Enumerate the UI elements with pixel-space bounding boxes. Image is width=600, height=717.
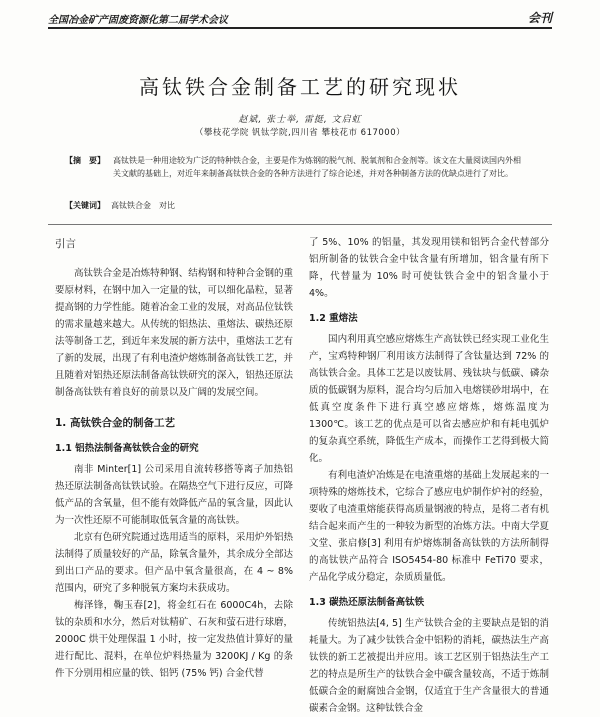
section-1-3-heading: 1.3 碳热还原法制备高钛铁 <box>309 597 425 608</box>
conference-name: 全国冶金矿产固废资源化第二届学术会议 <box>48 15 228 26</box>
section-1-heading: 1. 高钛铁合金的制备工艺 <box>55 417 175 429</box>
header-rule <box>48 27 552 29</box>
section-1-2-paragraph-2: 有利电渣炉冶炼是在电渣重熔的基础上发展起来的一项特殊的熔炼技术，它综合了感应电炉制作炉衬的经验，要收了电渣重熔能获得高质量钢液的特点，是将二者有机结合起来而产生的一种较为新型的冶炼方法。中南大学夏文堂、张启修[3] 利用有炉熔炼制备高钛铁的方法所制得的高钛铁产品符合 ISO5454-80 标准中 FeTi70 要求，产品化学成分稳定，杂质质量低。 <box>309 470 549 583</box>
keywords-label: 【关键词】 <box>65 201 105 210</box>
author-list: 赵斌, 张士举, 雷挺, 文启虹 <box>238 115 362 125</box>
intro-heading: 引言 <box>55 238 76 250</box>
paper-title: 高钛铁合金制备工艺的研究现状 <box>139 75 461 99</box>
section-1-2-heading: 1.2 重熔法 <box>309 313 358 324</box>
abstract-block <box>65 154 527 180</box>
section-1-3-paragraph-1: 传统铝热法[4, 5] 生产钛铁合金的主要缺点是铝的消耗量大。为了减少钛铁合金中铝粉的消耗，碳热法生产高钛铁的新工艺被提出并应用。该工艺区别于铝热法生产工艺的特点是所生产的钛铁合金中碳含量较高，不适于炼制低碳合金的耐腐蚀合金钢，仅适宜于生产含量很大的普通碳素合金钢。这种钛铁合金 <box>309 618 549 714</box>
section-1-1-paragraph-2: 北京有色研究院通过选用适当的原料，采用炉外铝热法制得了质量较好的产品，除氧含量外，其余成分全部达到出口产品的要求。但产品中氧含量很高，在 4 ~ 8% 范围内，研究了多种脱氧方案均未获成功。 <box>55 532 293 594</box>
keywords-text: 高钛铁合金 对比 <box>111 201 175 210</box>
section-1-2-paragraph-1: 国内利用真空感应熔炼生产高钛铁已经实现工业化生产，宝鸡特种钢厂利用该方法制得了含钛量达到 72% 的高钛铁合金。具体工艺是以废钛屑、残钛块与低碳、磷杂质的低碳钢为原料，混合均匀后加入电熔镁砂坩埚中，在低真空度条件下进行真空感应熔炼，熔炼温度为 1300℃。该工艺的优点是可以省去感应炉和有耗电弧炉的复杂真空系统，降低生产成本，而操作工艺得到极大简化。 <box>309 334 549 464</box>
section-1-1-paragraph-3: 梅泽锋，鞠玉春[2]，将金红石在 6000C4h，去除钛的杂质和水分，然后对钛精矿、石灰和萤石进行球磨，2000C 烘干处理保温 1 小时，按一定发热值计算好的量进行配比、混料，在单位炉料热量为 3200KJ / Kg 的条件下分别用相应量的铁、铝钙 (75% 钙) 合金代替 <box>55 600 293 679</box>
abstract-separator <box>48 224 552 225</box>
series-label: 会刊 <box>527 11 552 25</box>
left-column <box>55 236 293 682</box>
affiliation: （攀枝花学院 钒钛学院,四川省 攀枝花市 617000） <box>194 128 406 138</box>
keywords-block <box>65 200 175 211</box>
abstract-label: 【摘 要】 <box>65 156 105 165</box>
continued-paragraph: 了 5%、10% 的铝量，其发现用镁和铝钙合金代替部分铝所制备的钛铁合金中钛含量有所增加，铝含量有所下降，代替量为 10% 时可使钛铁合金中的铝含量小于 4%。 <box>309 237 549 299</box>
intro-paragraph: 高钛铁合金是冶炼特种钢、结构钢和特种合金钢的重要原材料，在钢中加入一定量的钛，可以细化晶粒，显著提高钢的力学性能。随着冶金工业的发展，对高品位钛铁的需求量越来越大。从传统的铝热法、重熔法、碳热还原法等制备工艺，到近年来发展的新方法中，重熔法工艺有了新的发展，出现了有利电渣炉熔炼制备高钛铁工艺，并且随着对铝热还原法制备高钛铁研究的深入，铝热还原法制备高钛铁有着良好的前景以及广阔的发展空间。 <box>55 268 293 398</box>
section-1-1-heading: 1.1 铝热法制备高钛铁合金的研究 <box>55 443 199 454</box>
abstract-text: 高钛铁是一种用途较为广泛的特种铁合金，主要是作为炼钢的脱气剂、脱氧剂和合金剂等。该文在大量阅读国内外相关文献的基础上，对近年来制备高钛铁合金的各种方法进行了综合论述，并对各种制备方法的优缺点进行了对比。 <box>113 156 521 178</box>
running-header <box>48 9 552 26</box>
right-column <box>309 234 549 717</box>
section-1-1-paragraph-1: 南非 Minter[1] 公司采用自流转移搭等离子加热铝热还原法制备高钛铁试验。在隔热空气下进行反应，可降低产品的含氧量，但不能有效降低产品的氧含量，因此认为一次性还原不可能制取低氧含量的高钛铁。 <box>55 464 293 526</box>
